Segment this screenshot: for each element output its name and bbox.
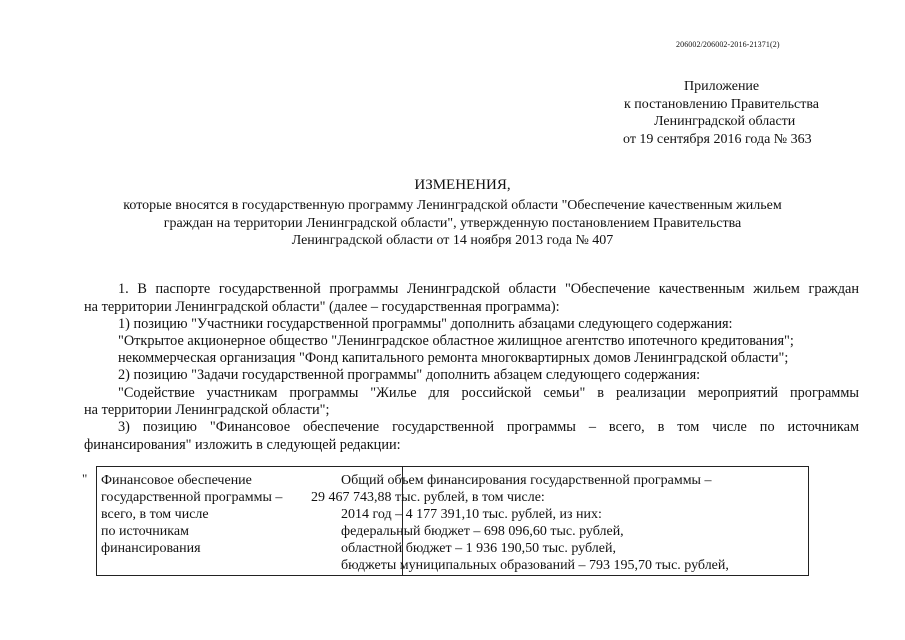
right-cell-line-2: 29 467 743,88 тыс. рублей, в том числе: — [311, 490, 545, 505]
open-quote-mark: " — [82, 471, 88, 486]
body-line-4: "Открытое акционерное общество "Ленинградское областное жилищное агентство ипотечного кредитования"; — [118, 333, 794, 349]
body-line-1: 1. В паспорте государственной программы Ленинградской области "Обеспечение качественным жильем граждан — [118, 281, 859, 297]
body-line-3: 1) позицию "Участники государственной программы" дополнить абзацами следующего содержания: — [118, 316, 733, 332]
right-cell-line-5: областной бюджет – 1 936 190,50 тыс. рублей, — [341, 541, 616, 556]
title-heading: ИЗМЕНЕНИЯ, — [414, 177, 511, 193]
financing-table — [96, 466, 809, 576]
body-line-7: "Содействие участникам программы "Жилье для российской семьи" в реализации мероприятий программы — [118, 385, 859, 401]
appendix-line-4: от 19 сентября 2016 года № 363 — [623, 132, 812, 147]
body-line-6: 2) позицию "Задачи государственной программы" дополнить абзацем следующего содержания: — [118, 367, 701, 383]
right-cell-line-1: Общий объем финансирования государственной программы – — [341, 473, 712, 488]
left-cell-line-3: всего, в том числе — [101, 507, 209, 522]
right-cell-line-4: федеральный бюджет – 698 096,60 тыс. рублей, — [341, 524, 624, 539]
body-line-5: некоммерческая организация "Фонд капитального ремонта многоквартирных домов Ленинградской области"; — [118, 350, 789, 366]
appendix-line-2: к постановлению Правительства — [624, 97, 820, 112]
left-cell-line-4: по источникам — [101, 524, 189, 539]
appendix-line-1: Приложение — [684, 79, 760, 94]
title-line-1: которые вносятся в государственную программу Ленинградской области "Обеспечение качественным жильем — [123, 198, 782, 213]
left-cell-line-2: государственной программы – — [101, 490, 283, 505]
body-line-8: на территории Ленинградской области"; — [84, 402, 330, 418]
right-cell-line-6: бюджеты муниципальных образований – 793 195,70 тыс. рублей, — [341, 558, 729, 573]
body-line-2: на территории Ленинградской области" (далее – государственная программа): — [84, 299, 560, 315]
title-line-3: Ленинградской области от 14 ноября 2013 года № 407 — [291, 233, 614, 248]
body-line-10: финансирования" изложить в следующей редакции: — [84, 437, 401, 453]
appendix-line-3: Ленинградской области — [654, 114, 796, 129]
body-line-9: 3) позицию "Финансовое обеспечение государственной программы – всего, в том числе по источникам — [118, 419, 859, 435]
left-cell-line-5: финансирования — [101, 541, 201, 556]
document-code: 206002/206002-2016-21371(2) — [676, 40, 780, 49]
title-line-2: граждан на территории Ленинградской области", утвержденную постановлением Правительства — [163, 216, 742, 231]
right-cell-line-3: 2014 год – 4 177 391,10 тыс. рублей, из них: — [341, 507, 602, 522]
left-cell-line-1: Финансовое обеспечение — [101, 473, 252, 488]
